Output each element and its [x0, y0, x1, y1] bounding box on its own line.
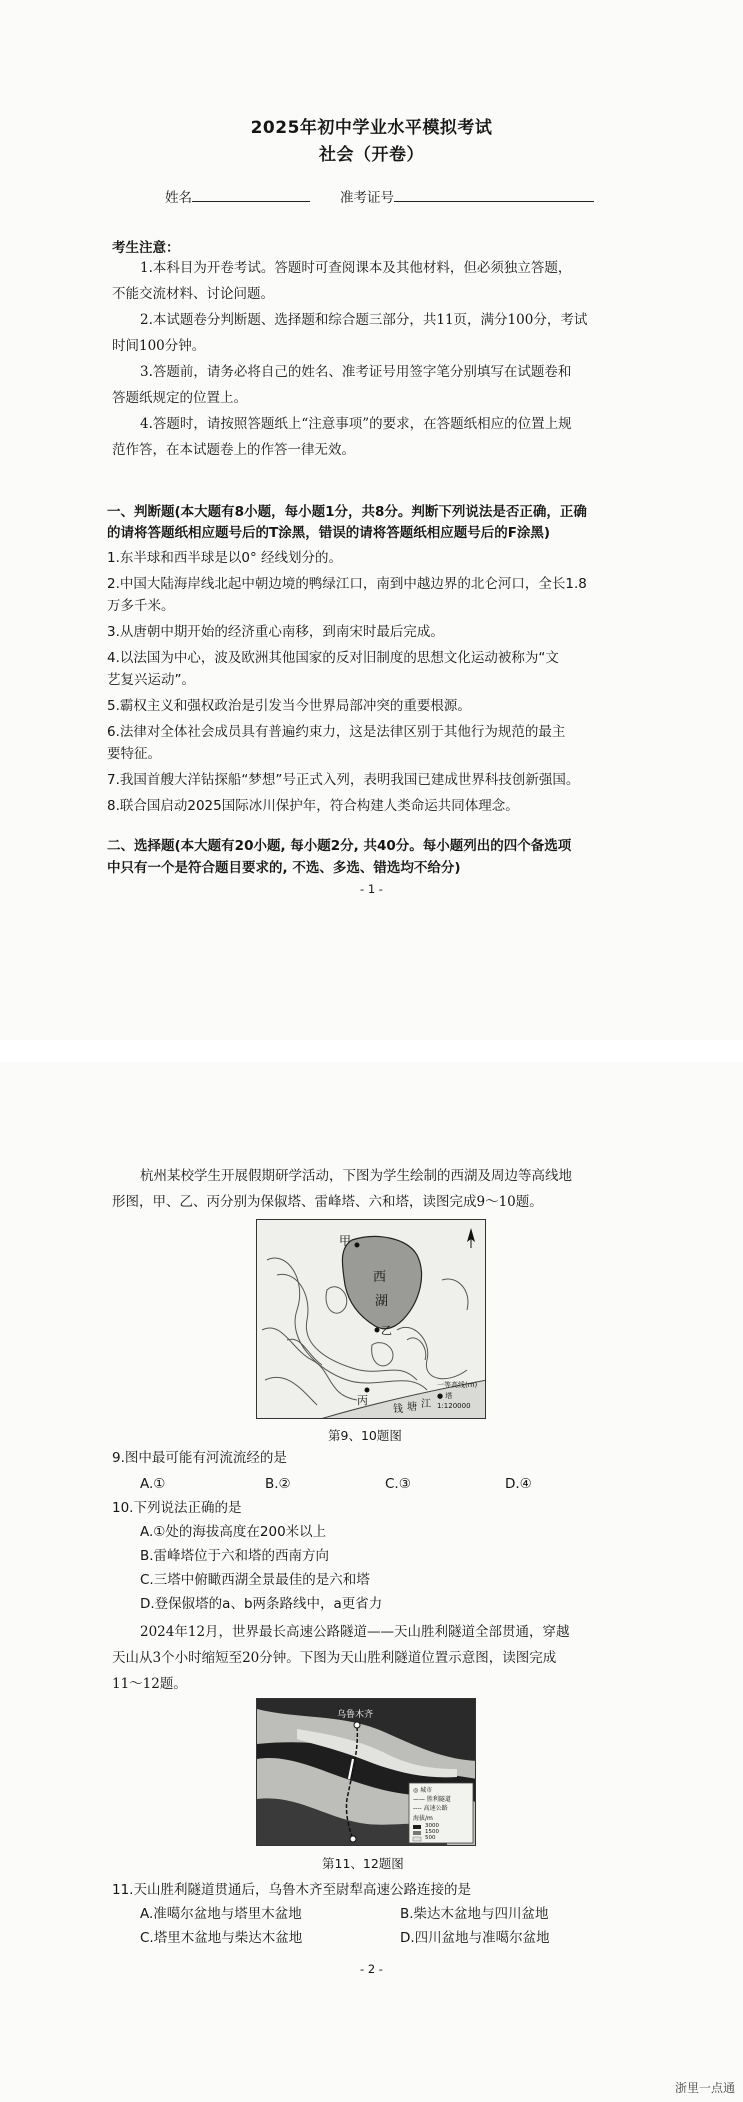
map-legend-elev-value: 3000 [425, 1823, 439, 1829]
exam-subtitle: 社会（开卷） [319, 145, 424, 165]
map-label-jia: 甲 [339, 1234, 352, 1248]
page-number: - 2 - [360, 1962, 383, 1976]
exam-id-label: 准考证号 [340, 190, 394, 206]
judgment-item: 万多千米。 [107, 598, 175, 614]
map-label-lake: 西 [373, 1270, 387, 1285]
notice-line: 时间100分钟。 [112, 338, 206, 354]
tunnel-map-graphic [257, 1699, 476, 1846]
option-d: D.④ [505, 1476, 532, 1492]
notice-line: 2.本试题卷分判断题、选择题和综合题三部分，共11页，满分100分，考试 [140, 312, 588, 328]
judgment-item: 1.东半球和西半球是以0° 经线划分的。 [107, 550, 343, 566]
intro-text: 杭州某校学生开展假期研学活动，下图为学生绘制的西湖及周边等高线地 [140, 1168, 572, 1184]
option-c: C.③ [385, 1476, 411, 1492]
map-legend-tower: ● 塔 [437, 1392, 453, 1400]
map-label-urumqi: 乌鲁木齐 [337, 1710, 374, 1720]
map-legend-tunnel: —— 胜利隧道 [413, 1796, 451, 1803]
tianshan-tunnel-map [256, 1698, 476, 1846]
notice-line: 1.本科目为开卷考试。答题时可查阅课本及其他材料，但必须独立答题， [140, 260, 572, 276]
notice-heading: 考生注意： [112, 240, 180, 256]
judgment-item: 艺复兴运动”。 [107, 672, 195, 688]
map-label-river: 江 [421, 1399, 431, 1410]
notice-line: 3.答题前，请务必将自己的姓名、准考证号用签字笔分别填写在试题卷和 [140, 364, 572, 380]
name-field [165, 186, 310, 206]
judgment-item: 8.联合国启动2025国际冰川保护年，符合构建人类命运共同体理念。 [107, 798, 519, 814]
judgment-item: 2.中国大陆海岸线北起中朝边境的鸭绿江口，南到中越边界的北仑河口，全长1.8 [107, 576, 587, 592]
question-stem: 9.图中最可能有河流流经的是 [112, 1450, 287, 1466]
exam-title: 2025年初中学业水平模拟考试 [250, 118, 493, 138]
judgment-item: 要特征。 [107, 746, 161, 762]
option-a: A.准噶尔盆地与塔里木盆地 [140, 1906, 302, 1922]
judgment-item: 4.以法国为中心，波及欧洲其他国家的反对旧制度的思想文化运动被称为“文 [107, 650, 559, 666]
judgment-item: 3.从唐朝中期开始的经济重心南移，到南宋时最后完成。 [107, 624, 444, 640]
option-b: B.雷峰塔位于六和塔的西南方向 [140, 1548, 330, 1564]
option-b: B.柴达木盆地与四川盆地 [400, 1906, 549, 1922]
map-label-yi: 乙 [381, 1324, 392, 1337]
name-label: 姓名 [165, 190, 192, 206]
notice-line: 范作答，在本试题卷上的作答一律无效。 [112, 442, 355, 458]
section1-heading: 一、判断题(本大题有8小题，每小题1分，共8分。判断下列说法是否正确，正确 [107, 504, 587, 520]
figure-caption: 第11、12题图 [322, 1856, 404, 1871]
intro-text: 天山从3个小时缩短至20分钟。下图为天山胜利隧道位置示意图，读图完成 [112, 1650, 557, 1666]
map-label-river: 钱 [393, 1404, 403, 1415]
map-label-bing: 丙 [357, 1394, 368, 1407]
section2-heading: 中只有一个是符合题目要求的, 不选、多选、错选均不给分) [107, 860, 461, 876]
question-stem: 11.天山胜利隧道贯通后，乌鲁木齐至尉犁高速公路连接的是 [112, 1882, 471, 1898]
map-label-river: 塘 [407, 1402, 417, 1413]
option-c: C.塔里木盆地与柴达木盆地 [140, 1930, 303, 1946]
map-legend-highway: ---- 高速公路 [413, 1805, 448, 1812]
section1-heading: 的请将答题纸相应题号后的T涂黑，错误的请将答题纸相应题号后的F涂黑) [107, 525, 551, 541]
exam-id-field [340, 186, 594, 206]
map-label-lake: 湖 [375, 1294, 389, 1309]
map-legend-scale: 1:120000 [437, 1402, 471, 1410]
watermark-text: 浙里一点通 [674, 2081, 735, 2095]
intro-text: 形图，甲、乙、丙分别为保俶塔、雷峰塔、六和塔，读图完成9～10题。 [112, 1194, 543, 1210]
notice-line: 4.答题时，请按照答题纸上“注意事项”的要求，在答题纸相应的位置上规 [140, 416, 572, 432]
notice-line: 答题纸规定的位置上。 [112, 390, 247, 406]
option-d: D.登保俶塔的a、b两条路线中，a更省力 [140, 1596, 383, 1612]
option-c: C.三塔中俯瞰西湖全景最佳的是六和塔 [140, 1572, 370, 1588]
page-number: - 1 - [360, 882, 383, 896]
map-legend-elevation: 海拔/m [413, 1815, 433, 1822]
map-legend-contour: 一等高线(m) [437, 1381, 478, 1389]
judgment-item: 6.法律对全体社会成员具有普遍约束力，这是法律区别于其他行为规范的最主 [107, 724, 566, 740]
option-a: A.① [140, 1476, 166, 1492]
option-d: D.四川盆地与准噶尔盆地 [400, 1930, 550, 1946]
exam-id-blank [394, 188, 594, 202]
notice-line: 不能交流材料、讨论问题。 [112, 286, 274, 302]
judgment-item: 7.我国首艘大洋钻探船“梦想”号正式入列，表明我国已建成世界科技创新强国。 [107, 772, 580, 788]
question-stem: 10.下列说法正确的是 [112, 1500, 242, 1516]
option-b: B.② [265, 1476, 291, 1492]
map-legend-elev-value: 1500 [425, 1829, 439, 1835]
intro-text: 2024年12月，世界最长高速公路隧道——天山胜利隧道全部贯通，穿越 [140, 1624, 570, 1640]
map-legend-city: ◎ 城市 [413, 1787, 433, 1794]
section2-heading: 二、选择题(本大题有20小题, 每小题2分, 共40分。每小题列出的四个备选项 [107, 838, 572, 854]
exam-page-1 [0, 0, 743, 1040]
exam-page-2 [0, 1062, 743, 2102]
name-blank [192, 188, 310, 202]
figure-caption: 第9、10题图 [328, 1428, 402, 1443]
west-lake-contour-map [256, 1219, 486, 1419]
judgment-item: 5.霸权主义和强权政治是引发当今世界局部冲突的重要根源。 [107, 698, 471, 714]
map-legend-elev-value: 500 [425, 1835, 436, 1841]
intro-text: 11～12题。 [112, 1676, 187, 1692]
option-a: A.①处的海拔高度在200米以上 [140, 1524, 327, 1540]
